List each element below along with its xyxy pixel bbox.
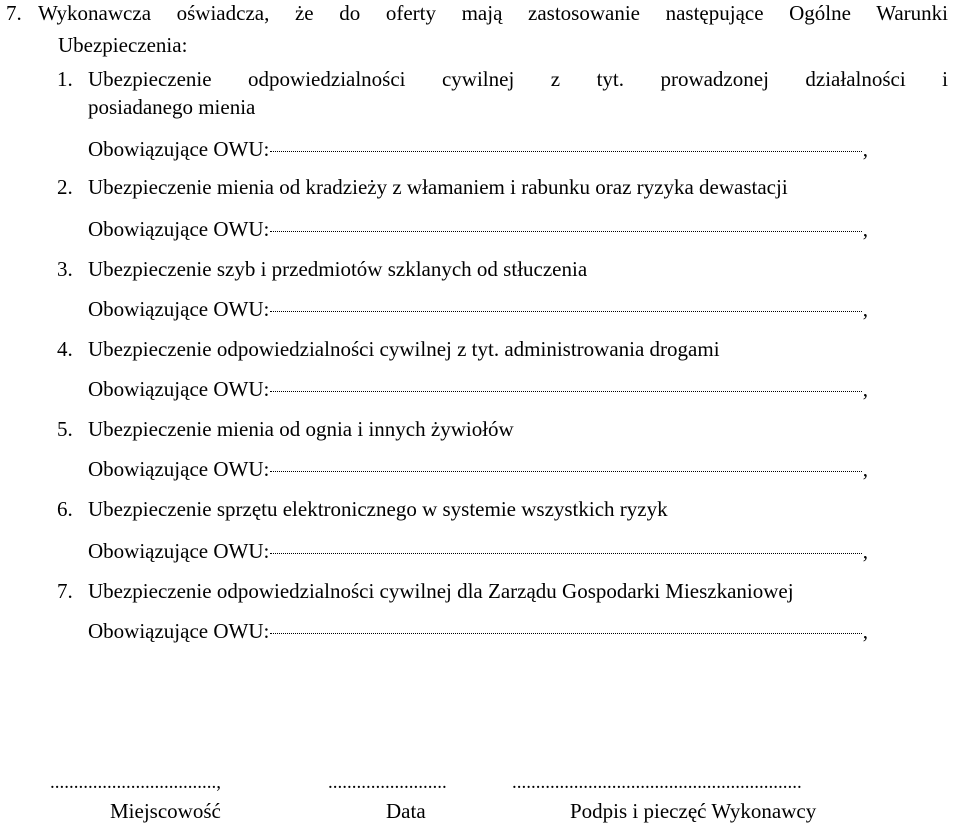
owu-label: Obowiązujące OWU: (88, 137, 270, 161)
owu-dotted-leader (270, 230, 861, 232)
item-5-title: Ubezpieczenie mienia od ognia i innych żywiołów (88, 417, 514, 441)
item-1-owu-field[interactable] (88, 136, 868, 162)
signature-dots-field[interactable]: ............................................................. (512, 772, 802, 793)
item-5-number: 5. (57, 417, 73, 441)
intro-text-line2: Ubezpieczenia: (58, 33, 188, 57)
date-dots-field[interactable]: ......................... (328, 772, 447, 793)
place-dots-field[interactable]: ..................................., (50, 772, 221, 793)
owu-dotted-leader (270, 632, 861, 634)
item-4-owu-field[interactable] (88, 376, 868, 402)
item-1-number: 1. (57, 67, 73, 91)
item-3-title: Ubezpieczenie szyb i przedmiotów szklanych od stłuczenia (88, 257, 588, 281)
item-6-number: 6. (57, 497, 73, 521)
owu-comma: , (862, 217, 868, 241)
item-5-owu-field[interactable] (88, 456, 868, 482)
owu-dotted-leader (270, 552, 861, 554)
intro-text-line1: Wykonawcza oświadcza, że do oferty mają zastosowanie następujące Ogólne Warunki (38, 1, 948, 25)
item-3-number: 3. (57, 257, 73, 281)
item-6-owu-field[interactable] (88, 538, 868, 564)
item-6-title: Ubezpieczenie sprzętu elektronicznego w systemie wszystkich ryzyk (88, 497, 668, 521)
owu-dotted-leader (270, 390, 861, 392)
item-2-owu-field[interactable] (88, 216, 868, 242)
item-7-number: 7. (57, 579, 73, 603)
item-1-title-line1: Ubezpieczenie odpowiedzialności cywilnej z tyt. prowadzonej działalności i (88, 67, 948, 91)
owu-comma: , (862, 457, 868, 481)
owu-dotted-leader (270, 470, 861, 472)
owu-comma: , (862, 619, 868, 643)
owu-label: Obowiązujące OWU: (88, 377, 270, 401)
item-2-number: 2. (57, 175, 73, 199)
owu-comma: , (862, 137, 868, 161)
item-2-title: Ubezpieczenie mienia od kradzieży z włamaniem i rabunku oraz ryzyka dewastacji (88, 175, 788, 199)
place-label: Miejscowość (110, 799, 221, 823)
owu-comma: , (862, 377, 868, 401)
item-4-title: Ubezpieczenie odpowiedzialności cywilnej z tyt. administrowania drogami (88, 337, 720, 361)
signature-label: Podpis i pieczęć Wykonawcy (570, 799, 817, 823)
item-4-number: 4. (57, 337, 73, 361)
owu-dotted-leader (270, 150, 861, 152)
owu-label: Obowiązujące OWU: (88, 457, 270, 481)
owu-comma: , (862, 539, 868, 563)
item-7-title: Ubezpieczenie odpowiedzialności cywilnej dla Zarządu Gospodarki Mieszkaniowej (88, 579, 794, 603)
item-3-owu-field[interactable] (88, 296, 868, 322)
item-1-title-line2: posiadanego mienia (88, 95, 256, 119)
intro-number: 7. (6, 1, 22, 25)
owu-label: Obowiązujące OWU: (88, 539, 270, 563)
item-7-owu-field[interactable] (88, 618, 868, 644)
owu-label: Obowiązujące OWU: (88, 619, 270, 643)
owu-label: Obowiązujące OWU: (88, 297, 270, 321)
owu-comma: , (862, 297, 868, 321)
owu-label: Obowiązujące OWU: (88, 217, 270, 241)
owu-dotted-leader (270, 310, 861, 312)
date-label: Data (386, 799, 426, 823)
